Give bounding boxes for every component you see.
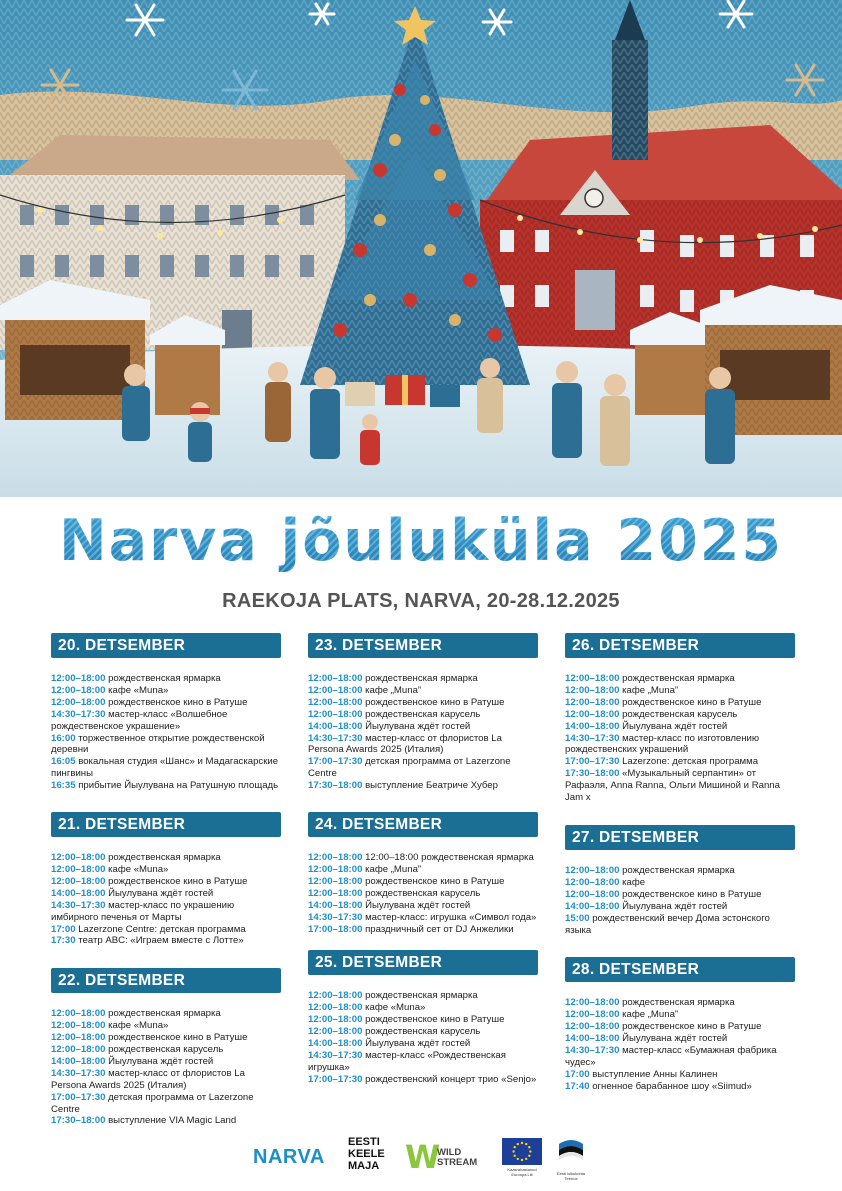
event-time: 17:00–17:30: [308, 1073, 363, 1085]
event-list: [51, 852, 281, 947]
event-description: праздничный сет от DJ Анжелики: [362, 923, 514, 935]
event-description: кафе „Muna”: [362, 684, 422, 696]
event-time: 12:00–18:00: [51, 875, 106, 887]
event-time: 14:30–17:30: [308, 732, 363, 744]
wild-stream-line: WILD: [437, 1147, 462, 1158]
event-item: [565, 865, 795, 877]
event-time: 14:00–18:00: [308, 1038, 363, 1050]
event-time: 12:00–18:00: [51, 1032, 106, 1044]
event-time: 12:00–18:00: [565, 1009, 620, 1021]
event-description: Йыулувана ждёт гостей: [105, 887, 214, 899]
event-item: [51, 1092, 281, 1116]
event-time: 12:00–18:00: [308, 1026, 363, 1038]
event-list: [51, 673, 281, 792]
event-time: 12:00–18:00: [565, 673, 620, 684]
event-item: [51, 697, 281, 709]
event-description: кафе «Muna»: [105, 684, 169, 696]
event-item: [565, 997, 795, 1009]
event-time: 12:00–18:00: [51, 1020, 106, 1032]
event-item: [308, 1038, 538, 1050]
event-item: [565, 1021, 795, 1033]
wild-stream-line: STREAM: [437, 1157, 478, 1168]
event-description: Йыулувана ждёт гостей: [362, 720, 471, 732]
event-time: 12:00–18:00: [308, 1002, 363, 1014]
event-item: [308, 780, 538, 792]
event-time: 12:00–18:00: [565, 1021, 620, 1033]
hero-illustration: [0, 0, 842, 497]
event-time: 12:00–18:00: [308, 990, 363, 1002]
event-item: [51, 900, 281, 924]
christmas-village-illustration: [0, 0, 842, 497]
event-description: мастер-класс по изготовлению рождественских украшений: [565, 732, 760, 756]
event-item: [51, 1044, 281, 1056]
event-item: [51, 685, 281, 697]
event-item: [51, 1068, 281, 1092]
event-time: 14:30–17:30: [51, 1067, 106, 1079]
event-description: рождественское кино в Ратуше: [105, 875, 248, 887]
day-header: 20. DETSEMBER: [51, 633, 281, 658]
event-description: рождественский концерт трио «Senjo»: [362, 1073, 537, 1085]
event-time: 14:30–17:30: [51, 708, 106, 720]
event-item: [308, 1014, 538, 1026]
event-item: [308, 912, 538, 924]
event-description: рождественская карусель: [362, 1026, 481, 1038]
wild-stream-mark: W: [405, 1138, 441, 1176]
event-description: кафе «Muna»: [105, 1020, 169, 1032]
event-item: [565, 709, 795, 721]
event-item: [565, 1069, 795, 1081]
eesti-keele-maja-line: EESTI: [348, 1136, 380, 1148]
event-time: 14:30–17:30: [565, 1045, 620, 1057]
event-description: Йыулувана ждёт гостей: [105, 1055, 214, 1067]
event-description: рождественское кино в Ратуше: [362, 875, 505, 887]
event-description: «Музыкальный серпантин» от Рафаэля, Anna Ranna, Ольги Мишиной и Ranna Jam x: [565, 768, 780, 804]
event-time: 12:00–18:00: [308, 684, 363, 696]
event-time: 12:00–18:00: [51, 852, 106, 864]
day-block: [51, 812, 281, 947]
event-time: 17:30–18:00: [51, 1115, 106, 1127]
event-time: 12:00–18:00: [565, 708, 620, 720]
page-title: Narva jõuluküla 2025: [0, 505, 842, 577]
event-item: [51, 924, 281, 936]
event-description: рождественская ярмарка: [362, 673, 478, 684]
event-time: 12:00–18:00: [51, 1008, 106, 1020]
event-time: 17:40: [565, 1080, 590, 1092]
event-description: рождественская ярмарка: [362, 990, 478, 1002]
sponsor-logos: [0, 1134, 842, 1184]
event-item: [51, 733, 281, 757]
event-item: [565, 1009, 795, 1021]
event-time: 17:00: [565, 1068, 590, 1080]
day-block: [308, 812, 538, 935]
event-description: рождественское кино в Ратуше: [362, 696, 505, 708]
event-item: [308, 888, 538, 900]
event-item: [565, 697, 795, 709]
event-description: выступление Беатриче Хубер: [362, 780, 498, 792]
event-list: [308, 990, 538, 1085]
event-time: 12:00–18:00: [308, 673, 363, 684]
event-time: 14:30–17:30: [308, 911, 363, 923]
event-time: 14:00–18:00: [51, 1055, 106, 1067]
event-item: [51, 1056, 281, 1068]
event-item: [308, 733, 538, 757]
event-time: 12:00–18:00: [308, 708, 363, 720]
event-time: 12:00–18:00: [308, 887, 363, 899]
event-item: [51, 935, 281, 947]
event-time: 14:00–18:00: [565, 720, 620, 732]
event-list: [51, 1008, 281, 1127]
day-header: 26. DETSEMBER: [565, 633, 795, 658]
event-description: мастер-класс «Волшебное рождественское украшение»: [51, 708, 228, 732]
event-time: 14:00–18:00: [308, 720, 363, 732]
event-time: 17:00–17:30: [308, 756, 363, 768]
event-time: 16:00: [51, 732, 76, 744]
event-time: 14:30–17:30: [51, 899, 106, 911]
event-item: [565, 721, 795, 733]
event-item: [51, 1020, 281, 1032]
event-time: 12:00–18:00: [565, 864, 620, 876]
event-item: [308, 924, 538, 936]
eesti-keele-maja-logo: [348, 1136, 385, 1172]
event-time: 17:30–18:00: [308, 780, 363, 792]
event-description: Йыулувана ждёт гостей: [362, 899, 471, 911]
event-time: 12:00–18:00: [565, 876, 620, 888]
day-header: 22. DETSEMBER: [51, 968, 281, 993]
event-item: [565, 673, 795, 685]
event-item: [51, 1115, 281, 1127]
event-item: [51, 852, 281, 864]
event-item: [565, 901, 795, 913]
event-item: [308, 1050, 538, 1074]
day-block: [308, 633, 538, 792]
event-item: [308, 697, 538, 709]
event-description: Йыулувана ждёт гостей: [619, 720, 728, 732]
event-description: рождественское кино в Ратуше: [619, 1021, 762, 1033]
day-header: 28. DETSEMBER: [565, 957, 795, 982]
event-time: 16:05: [51, 756, 76, 768]
estonian-state-logo: [556, 1136, 586, 1180]
event-item: [565, 889, 795, 901]
event-description: Lazerzone Centre: детская программа: [75, 923, 246, 935]
event-item: [51, 1008, 281, 1020]
event-list: [308, 673, 538, 792]
event-description: рождественская ярмарка: [105, 1008, 221, 1020]
event-time: 15:00: [565, 912, 590, 924]
event-description: детская программа от Lazerzone Centre: [308, 756, 511, 780]
event-time: 12:00–18:00: [308, 1014, 363, 1026]
event-description: рождественская карусель: [105, 1044, 224, 1056]
event-description: рождественская ярмарка: [619, 864, 735, 876]
event-item: [565, 877, 795, 889]
event-item: [565, 913, 795, 937]
schedule-column-2: [308, 633, 538, 1086]
event-description: детская программа от Lazerzone Centre: [51, 1091, 254, 1115]
event-time: 12:00–18:00: [51, 1044, 106, 1056]
event-time: 12:00–18:00: [51, 863, 106, 875]
day-block: [51, 968, 281, 1127]
event-item: [308, 852, 538, 864]
event-time: 12:00–18:00: [308, 696, 363, 708]
event-item: [308, 1026, 538, 1038]
event-description: рождественское кино в Ратуше: [105, 1032, 248, 1044]
event-item: [51, 709, 281, 733]
event-description: огненное барабанное шоу «Siimud»: [589, 1080, 752, 1092]
schedule-column-3: [565, 633, 795, 1093]
event-description: вокальная студия «Шанс» и Мадагаскарские пингвины: [51, 756, 279, 780]
event-item: [51, 876, 281, 888]
event-item: [308, 673, 538, 685]
event-description: Йыулувана ждёт гостей: [362, 1038, 471, 1050]
narva-logo: NARVA: [253, 1146, 325, 1168]
event-time: 12:00–18:00: [565, 684, 620, 696]
event-item: [51, 756, 281, 780]
day-block: [565, 633, 795, 804]
day-header: 25. DETSEMBER: [308, 950, 538, 975]
event-time: 12:00–18:00: [51, 684, 106, 696]
event-list: [565, 997, 795, 1092]
event-description: мастер-класс по украшению имбирного печенья от Марты: [51, 899, 235, 923]
event-description: кафе „Muna”: [619, 1009, 679, 1021]
event-time: 14:30–17:30: [308, 1049, 363, 1061]
event-description: рождественская карусель: [362, 887, 481, 899]
event-time: 12:00–18:00: [51, 673, 106, 684]
day-header: 21. DETSEMBER: [51, 812, 281, 837]
event-description: Йыулувана ждёт гостей: [619, 1033, 728, 1045]
event-list: [565, 865, 795, 936]
event-description: 12:00–18:00 рождественская ярмарка: [362, 852, 534, 864]
event-item: [308, 876, 538, 888]
event-description: рождественская ярмарка: [619, 997, 735, 1009]
event-time: 14:00–18:00: [308, 899, 363, 911]
eu-flag-icon: [502, 1138, 542, 1165]
event-time: 16:35: [51, 780, 76, 792]
event-description: кафе «Muna»: [362, 1002, 426, 1014]
event-description: рождественский вечер Дома эстонского языка: [565, 912, 770, 936]
event-item: [308, 685, 538, 697]
event-item: [308, 900, 538, 912]
event-item: [308, 756, 538, 780]
event-item: [565, 685, 795, 697]
day-header: 24. DETSEMBER: [308, 812, 538, 837]
event-time: 12:00–18:00: [308, 863, 363, 875]
event-description: торжественное открытие рождественской деревни: [51, 732, 265, 756]
event-description: рождественское кино в Ратуше: [619, 696, 762, 708]
event-time: 17:30: [51, 935, 76, 947]
event-time: 17:00–17:30: [51, 1091, 106, 1103]
event-time: 14:30–17:30: [565, 732, 620, 744]
event-time: 17:30–18:00: [565, 768, 620, 780]
event-description: прибытие Йыулувана на Ратушную площадь: [75, 780, 279, 792]
event-description: мастер-класс: игрушка «Символ года»: [362, 911, 537, 923]
eesti-keele-maja-line: KEELE: [348, 1148, 385, 1160]
event-item: [51, 780, 281, 792]
event-time: 12:00–18:00: [308, 875, 363, 887]
event-time: 17:00–18:00: [308, 923, 363, 935]
event-description: Йыулувана ждёт гостей: [619, 900, 728, 912]
eu-caption: Kaasrahastanud Euroopa Liit: [507, 1167, 537, 1177]
event-description: кафе „Muna”: [362, 863, 422, 875]
event-description: кафе «Muna»: [105, 863, 169, 875]
event-time: 12:00–18:00: [565, 997, 620, 1009]
event-item: [565, 1033, 795, 1045]
eesti-keele-maja-line: MAJA: [348, 1160, 380, 1172]
event-description: рождественское кино в Ратуше: [362, 1014, 505, 1026]
event-time: 12:00–18:00: [51, 696, 106, 708]
event-list: [308, 852, 538, 935]
event-item: [308, 864, 538, 876]
event-description: кафе: [619, 876, 646, 888]
event-item: [51, 864, 281, 876]
event-description: рождественская карусель: [362, 708, 481, 720]
event-description: рождественское кино в Ратуше: [619, 888, 762, 900]
event-item: [308, 990, 538, 1002]
eu-flag-logo: [502, 1138, 542, 1180]
event-time: 17:00–17:30: [565, 756, 620, 768]
event-time: 14:00–18:00: [565, 900, 620, 912]
event-item: [51, 888, 281, 900]
event-time: 14:00–18:00: [51, 887, 106, 899]
event-item: [565, 756, 795, 768]
day-header: 27. DETSEMBER: [565, 825, 795, 850]
event-item: [565, 1045, 795, 1069]
event-description: рождественская ярмарка: [619, 673, 735, 684]
event-item: [308, 1074, 538, 1086]
event-item: [565, 733, 795, 757]
event-item: [51, 673, 281, 685]
event-description: кафе „Muna”: [619, 684, 679, 696]
day-header: 23. DETSEMBER: [308, 633, 538, 658]
day-block: [308, 950, 538, 1085]
event-description: выступление Анны Калинен: [589, 1068, 718, 1080]
event-item: [308, 1002, 538, 1014]
day-block: [565, 825, 795, 936]
event-item: [565, 1081, 795, 1093]
event-item: [308, 709, 538, 721]
event-item: [308, 721, 538, 733]
event-time: 14:00–18:00: [565, 1033, 620, 1045]
event-item: [51, 1032, 281, 1044]
event-time: 12:00–18:00: [308, 852, 363, 864]
event-item: [565, 768, 795, 804]
estonian-caption: Eesti Isikukohta Teenus: [556, 1171, 585, 1181]
wild-stream-logo: [405, 1138, 485, 1178]
event-description: рождественская ярмарка: [105, 673, 221, 684]
event-description: мастер-класс «Бумажная фабрика чудес»: [565, 1045, 777, 1068]
event-description: рождественское кино в Ратуше: [105, 696, 248, 708]
event-description: выступление VIA Magic Land: [105, 1115, 237, 1127]
event-description: театр ABC: «Играем вместе с Лотте»: [75, 935, 244, 947]
event-description: мастер-класс «Рождественская игрушка»: [308, 1049, 506, 1073]
schedule-column-1: [51, 633, 281, 1127]
event-list: [565, 673, 795, 804]
estonian-flag-icon: [556, 1136, 586, 1166]
event-description: мастер-класс от флористов La Persona Awards 2025 (Италия): [51, 1067, 245, 1091]
day-block: [565, 957, 795, 1092]
event-time: 17:00: [51, 923, 76, 935]
day-block: [51, 633, 281, 792]
event-location-dates: RAEKOJA PLATS, NARVA, 20-28.12.2025: [222, 590, 620, 612]
event-description: рождественская карусель: [619, 708, 738, 720]
event-time: 12:00–18:00: [565, 696, 620, 708]
event-time: 12:00–18:00: [565, 888, 620, 900]
event-description: рождественская ярмарка: [105, 852, 221, 864]
event-description: мастер-класс от флористов La Persona Awards 2025 (Италия): [308, 732, 502, 756]
event-description: Lazerzone: детская программа: [619, 756, 759, 768]
